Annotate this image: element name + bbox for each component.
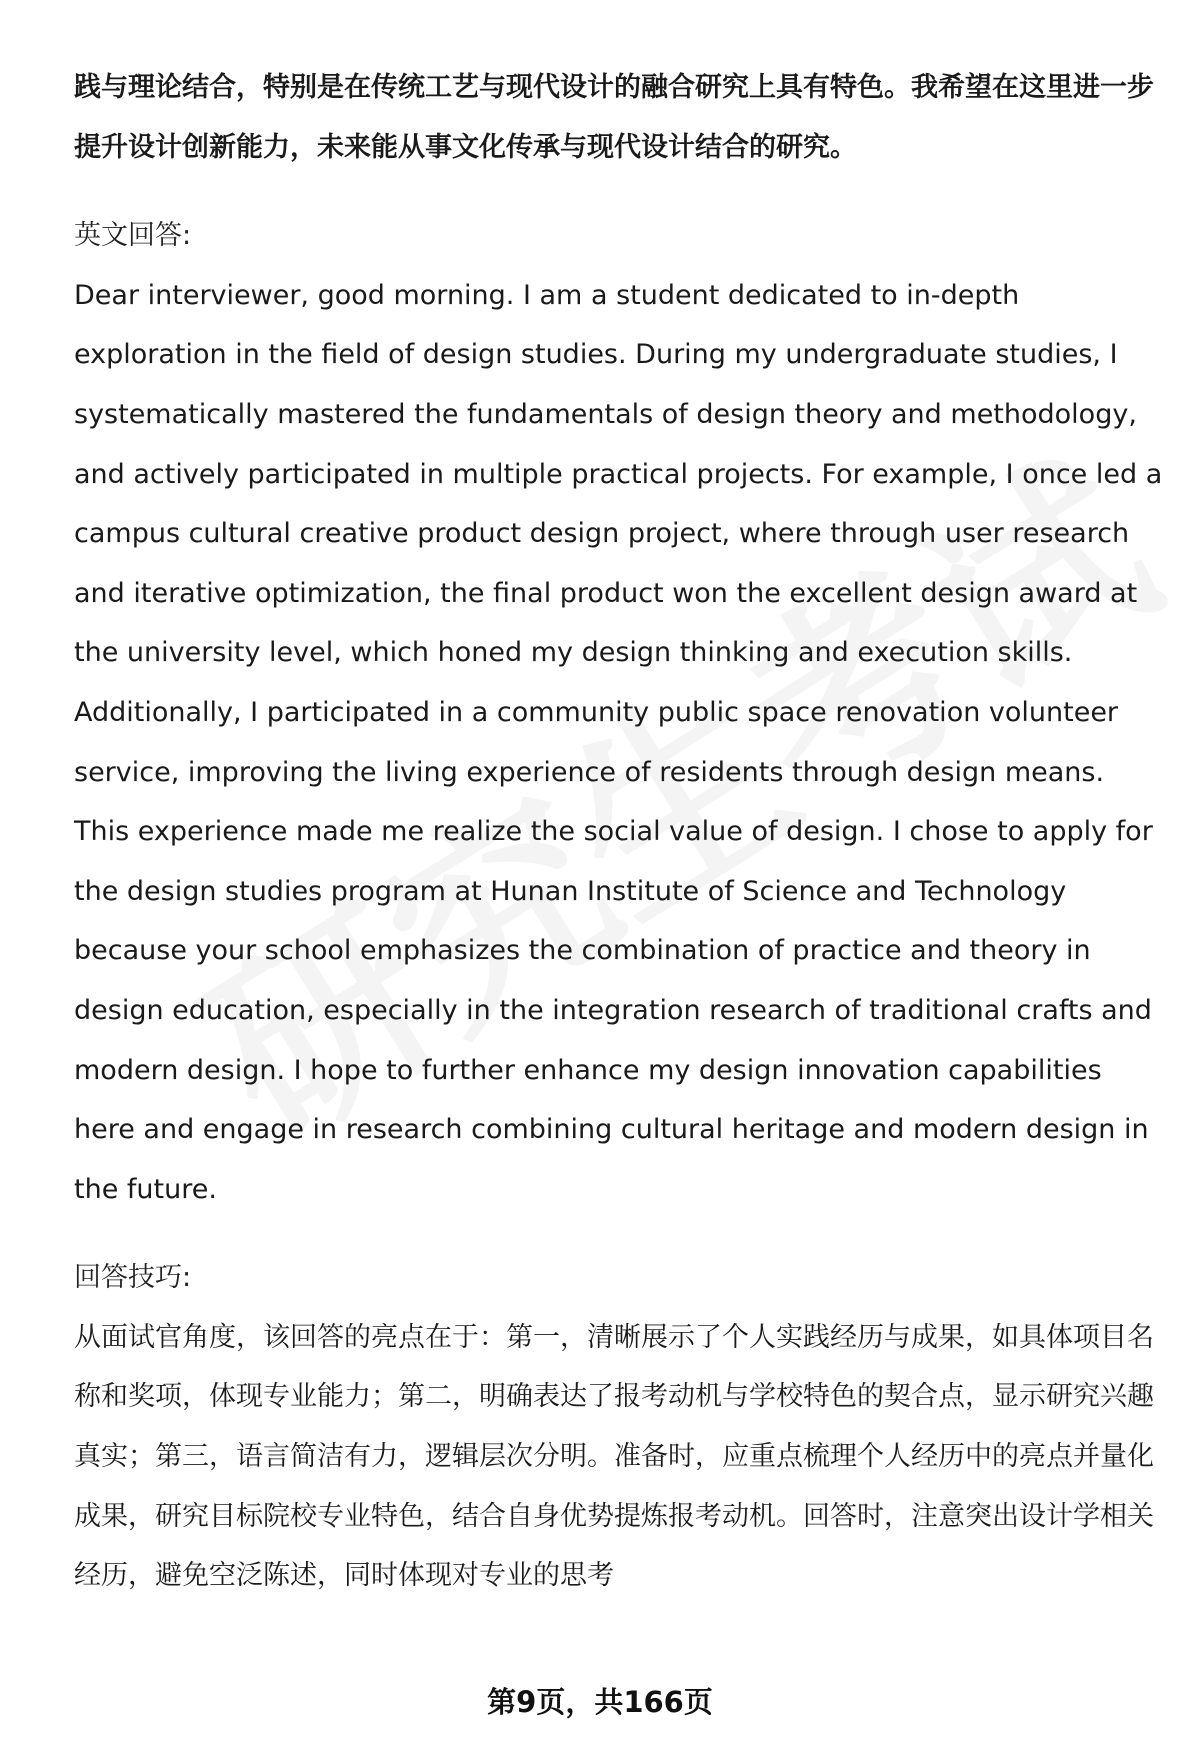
tips-label: 回答技巧: (74, 1262, 192, 1294)
english-answer-text: Dear interviewer, good morning. I am a student dedicated to in-depth exploration in the field of design studies. During my undergraduate studies, I systematically mastered the fundamentals of design theory and methodology, and actively participated in multiple practical projects. For example, I once led a campus cultural creative product design project, where through user research and iterative optimization, the final product won the excellent design award at the university level, which honed my design thinking and execution skills. Additionally, I participated in a community public space renovation volunteer service, improving the living experience of residents through design means. This experience made me realize the social value of design. I chose to apply for the design studies program at Hunan Institute of Science and Technology because your school emphasizes the combination of practice and theory in design education, especially in the integration research of traditional crafts and modern design. I hope to further enhance my design innovation capabilities here and engage in research combining cultural heritage and modern design in the future. (74, 279, 1163, 1205)
page-footer: 第9页，共166页 (487, 1685, 713, 1719)
intro-paragraph: 践与理论结合，特别是在传统工艺与现代设计的融合研究上具有特色。我希望在这里进一步提升设计创新能力，未来能从事文化传承与现代设计结合的研究。 (74, 72, 1154, 163)
english-answer-label: 英文回答: (74, 220, 192, 252)
document-page (74, 58, 1164, 1606)
tips-text: 从面试官角度，该回答的亮点在于：第一，清晰展示了个人实践经历与成果，如具体项目名称和奖项，体现专业能力；第二，明确表达了报考动机与学校特色的契合点，显示研究兴趣真实；第三，语言简洁有力，逻辑层次分明。准备时，应重点梳理个人经历中的亮点并量化成果，研究目标院校专业特色，结合自身优势提炼报考动机。回答时，注意突出设计学相关经历，避免空泛陈述，同时体现对专业的思考 (74, 1321, 1154, 1592)
